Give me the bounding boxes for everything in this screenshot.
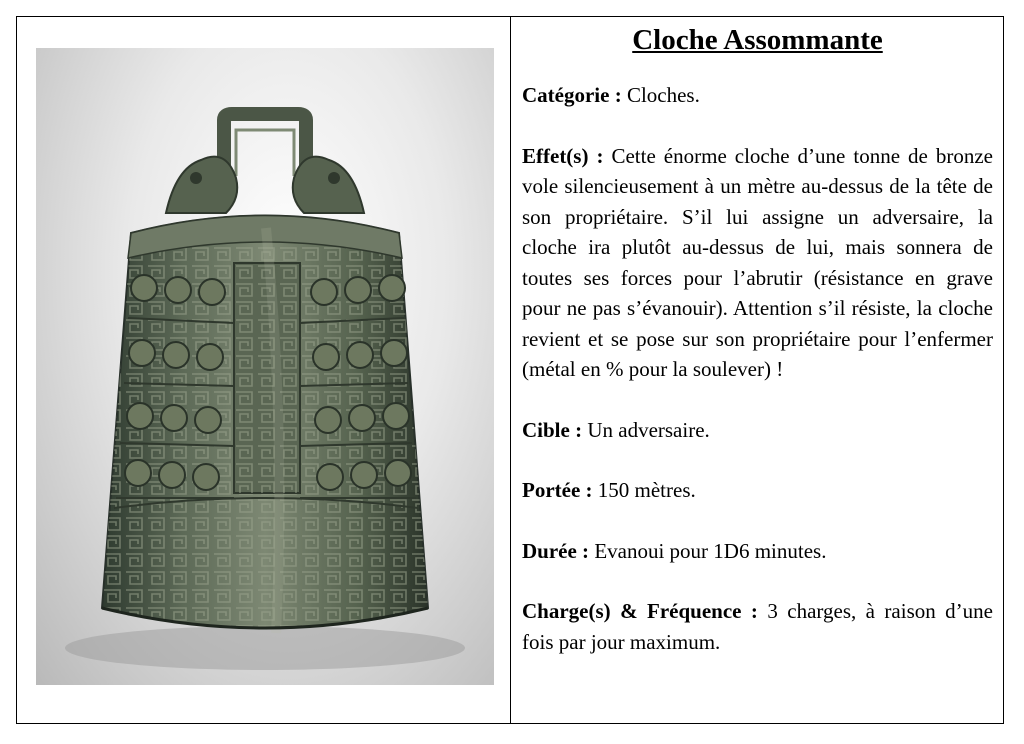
item-card bbox=[16, 16, 1004, 724]
item-title: Cloche Assommante bbox=[632, 24, 883, 56]
description-panel bbox=[511, 17, 1003, 723]
field-duree bbox=[522, 536, 993, 567]
charges-value: 3 charges, à raison d’une fois par jour maximum. bbox=[522, 599, 993, 654]
field-effets bbox=[522, 141, 993, 385]
portee-label: Portée : bbox=[522, 478, 593, 502]
field-charges bbox=[522, 596, 993, 657]
duree-value: Evanoui pour 1D6 minutes. bbox=[589, 538, 827, 563]
effets-value: Cette énorme cloche d’une tonne de bronze vole silencieusement à un mètre au-dessus de la tête de son propriétaire. S’il lui assigne un adversaire, la cloche ira plutôt au-dessus de lui, mais sonnera de toutes ses forces pour l’abrutir (résistance en grave pour ne pas s’évanouir). Attention s’il résiste, la cloche revient et se pose sur son propriétaire pour l’enfermer (métal en % pour la soulever) ! bbox=[522, 143, 993, 381]
field-cible bbox=[522, 415, 993, 446]
cible-value: Un adversaire. bbox=[582, 417, 710, 442]
cible-label: Cible : bbox=[522, 417, 583, 442]
effets-label: Effet(s) : bbox=[522, 143, 604, 168]
charges-label: Charge(s) & Fréquence : bbox=[522, 599, 758, 623]
categorie-label: Catégorie : bbox=[522, 83, 622, 107]
categorie-value: Cloches. bbox=[621, 83, 700, 107]
bronze-bell-image bbox=[36, 48, 494, 685]
image-panel bbox=[17, 17, 511, 723]
portee-value: 150 mètres. bbox=[592, 478, 696, 502]
field-categorie bbox=[522, 80, 993, 111]
field-portee bbox=[522, 475, 993, 506]
duree-label: Durée : bbox=[522, 538, 590, 563]
